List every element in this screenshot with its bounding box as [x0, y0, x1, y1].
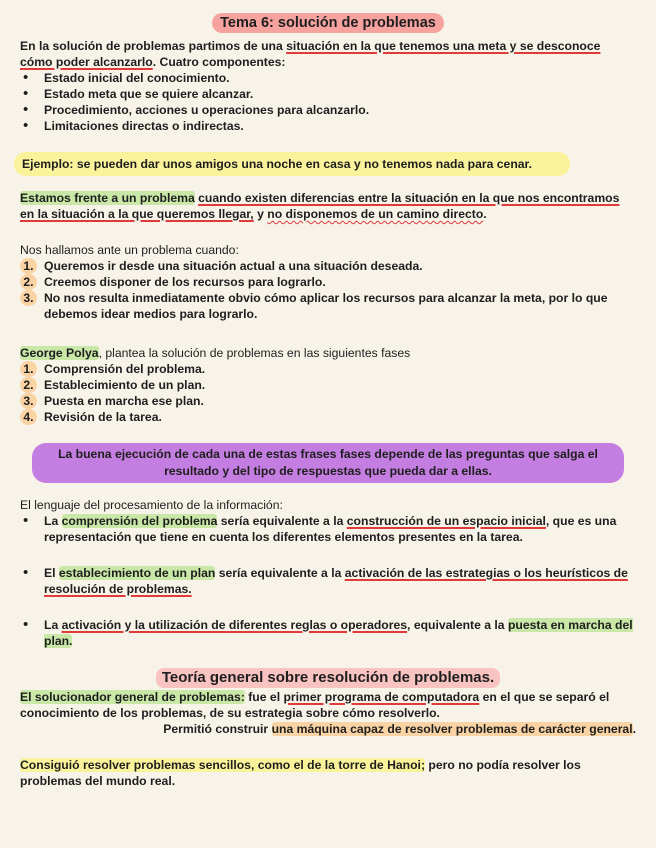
list-item: 2. Creemos disponer de los recursos para lograrlo. — [20, 274, 636, 290]
general-solver-line2: Permitió construir una máquina capaz de resolver problemas de carácter general. — [163, 722, 636, 736]
processing-section — [20, 497, 636, 649]
problem-definition: Estamos frente a un problema cuando existen diferencias entre la situación en la que nos encontramos en la situación a la que queremos llegar, y no disponemos de un camino directo. — [20, 191, 620, 221]
intro-paragraph — [20, 38, 636, 70]
conditions-section — [20, 242, 636, 322]
example-text: Ejemplo: se pueden dar unos amigos una noche en casa y no tenemos nada para cenar. — [22, 157, 532, 171]
problem-def-underlined-1: cuando existen diferencias entre la situación en la que nos encontramos en la situación a la que queremos llegar, — [20, 191, 620, 221]
processing-list — [20, 513, 636, 649]
intro-underlined: situación en la que tenemos una meta y se desconoce cómo poder alcanzarlo — [20, 39, 601, 69]
purple-note-box — [32, 443, 624, 483]
list-item: • Estado inicial del conocimiento. — [20, 70, 636, 86]
list-item: 3. Puesta en marcha ese plan. — [20, 393, 636, 409]
polya-section — [20, 345, 636, 425]
list-item: • Estado meta que se quiere alcanzar. — [20, 86, 636, 102]
list-item: 4. Revisión de la tarea. — [20, 409, 636, 425]
list-item: 1. Comprensión del problema. — [20, 361, 636, 377]
problem-def-highlight: Estamos frente a un problema — [20, 191, 195, 205]
polya-phases-list — [20, 361, 636, 425]
hanoi-highlight: Consiguió resolver problemas sencillos, como el de la torre de Hanoi; — [20, 758, 426, 772]
components-list — [20, 70, 636, 134]
intro-text-start: En la solución de problemas partimos de una — [20, 39, 287, 53]
list-item: • El establecimiento de un plan sería equivalente a la activación de las estrategias o los heurísticos de resolución de problemas. — [20, 565, 636, 597]
example-box — [14, 152, 570, 176]
subtitle-row — [0, 668, 656, 688]
title-row — [0, 13, 656, 33]
processing-heading: El lenguaje del procesamiento de la información: — [20, 498, 283, 512]
list-item: 2. Establecimiento de un plan. — [20, 377, 636, 393]
conditions-heading: Nos hallamos ante un problema cuando: — [20, 243, 239, 257]
problem-def-underlined-2: no disponemos de un camino directo — [267, 207, 484, 221]
list-item: 3. No nos resulta inmediatamente obvio cómo aplicar los recursos para alcanzar la meta, por lo que debemos idear medios para lograrlo. — [20, 290, 636, 322]
general-solver-section: El solucionador general de problemas: fue el primer programa de computadora en el que se separó el conocimiento de los problemas, de su estrategia sobre cómo resolverlo. Permitió construir una máquina capaz de resolver problemas de carácter general. — [20, 690, 636, 736]
intro-section — [20, 38, 636, 134]
list-item: • Limitaciones directas o indirectas. — [20, 118, 636, 134]
polya-name: George Polya — [20, 346, 99, 360]
list-item: • La comprensión del problema sería equivalente a la construcción de un espacio inicial, que es una representación que tiene en cuenta los diferentes elementos presentes en la tarea. — [20, 513, 636, 545]
polya-intro: , plantea la solución de problemas en las siguientes fases — [98, 346, 411, 360]
hanoi-section: Consiguió resolver problemas sencillos, como el de la torre de Hanoi; pero no podía resolver los problemas del mundo real. — [20, 758, 581, 788]
section-subtitle: Teoría general sobre resolución de problemas. — [156, 668, 500, 688]
page-title: Tema 6: solución de problemas — [212, 13, 444, 33]
general-solver-highlight: El solucionador general de problemas: — [20, 690, 245, 704]
intro-text-end: . Cuatro componentes: — [152, 55, 286, 69]
list-item: 1. Queremos ir desde una situación actual a una situación deseada. — [20, 258, 636, 274]
purple-note-text: La buena ejecución de cada una de estas frases fases depende de las preguntas que salga el resultado y del tipo de respuestas que pueda dar a ellas. — [58, 447, 598, 478]
list-item: • Procedimiento, acciones u operaciones para alcanzarlo. — [20, 102, 636, 118]
list-item: • La activación y la utilización de diferentes reglas o operadores, equivalente a la puesta en marcha del plan. — [20, 617, 636, 649]
conditions-list — [20, 258, 636, 322]
